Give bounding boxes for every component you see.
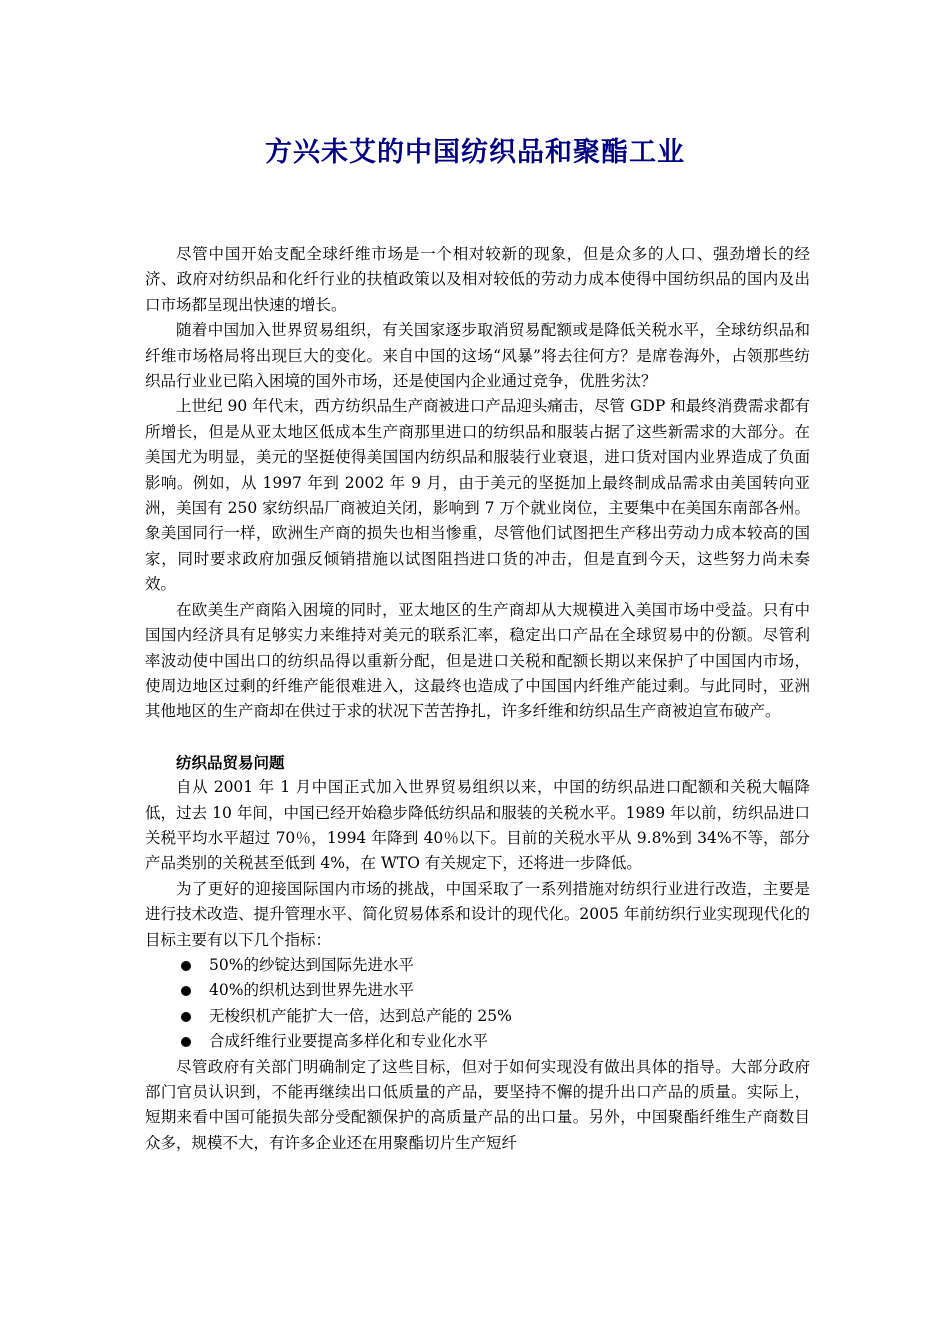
body-paragraph: 在欧美生产商陷入困境的同时，亚太地区的生产商却从大规模进入美国市场中受益。只有中国国内经济具有足够实力来维持对美元的联系汇率，稳定出口产品在全球贸易中的份额。尽管利率波动使中国出口的纺织品得以重新分配，但是进口关税和配额长期以来保护了中国国内市场，使周边地区过剩的纤维产能很难进入，这最终也造成了中国国内纤维产能过剩。与此同时，亚洲其他地区的生产商却在供过于求的状况下苦苦挣扎，许多纤维和纺织品生产商被迫宣布破产。 <box>145 600 810 721</box>
body-paragraph: 尽管中国开始支配全球纤维市场是一个相对较新的现象，但是众多的人口、强劲增长的经济、政府对纺织品和化纤行业的扶植政策以及相对较低的劳动力成本使得中国纺织品的国内及出口市场都呈现出快速的增长。 <box>145 245 810 314</box>
section-heading: 纺织品贸易问题 <box>176 752 285 772</box>
section-spacer <box>145 725 810 750</box>
list-item-text: 无梭织机产能扩大一倍，达到总产能的 25% <box>209 1006 512 1025</box>
body-paragraph: 上世纪 90 年代末，西方纺织品生产商被进口产品迎头痛击，尽管 GDP 和最终消费需求都有所增长，但是从亚太地区低成本生产商那里进口的纺织品和服装占据了这些新需求的大部分。在美国尤为明显，美元的坚挺使得美国国内纺织品和服装行业衰退，进口货对国内业界造成了负面影响。例如，从 1997 年到 2002 年 9 月，由于美元的坚挺加上最终制成品需求由美国转向亚洲，美国有 250 家纺织品厂商被迫关闭，影响到 7 万个就业岗位，主要集中在美国东南部各州。象美国同行一样，欧洲生产商的损失也相当惨重，尽管他们试图把生产移出劳动力成本较高的国家，同时要求政府加强反倾销措施以试图阻挡进口货的冲击，但是直到今天，这些努力尚未奏效。 <box>145 397 810 594</box>
bullet-icon <box>181 1037 191 1047</box>
list-item <box>145 953 810 978</box>
target-list <box>145 953 810 1055</box>
list-item <box>145 1004 810 1029</box>
list-item-text: 50%的纱锭达到国际先进水平 <box>209 955 414 974</box>
list-item-text: 40%的织机达到世界先进水平 <box>209 981 414 1000</box>
bullet-icon <box>181 961 191 971</box>
list-item-text: 合成纤维行业要提高多样化和专业化水平 <box>209 1032 489 1051</box>
document-title: 方兴未艾的中国纺织品和聚酯工业 <box>265 137 685 168</box>
section-paragraph: 为了更好的迎接国际国内市场的挑战，中国采取了一系列措施对纺织行业进行改造，主要是进行技术改造、提升管理水平、简化贸易体系和设计的现代化。2005 年前纺织行业实现现代化的目标主要有以下几个指标： <box>145 879 810 949</box>
list-item <box>145 1029 810 1054</box>
section-paragraph: 自从 2001 年 1 月中国正式加入世界贸易组织以来，中国的纺织品进口配额和关税大幅降低，过去 10 年间，中国已经开始稳步降低纺织品和服装的关税水平。1989 年以前，纺织品进口关税平均水平超过 70％，1994 年降到 40％以下。目前的关税水平从 9.8%到 34%不等，部分产品类别的关税甚至低到 4%，在 WTO 有关规定下，还将进一步降低。 <box>145 778 810 873</box>
body-paragraph: 随着中国加入世界贸易组织，有关国家逐步取消贸易配额或是降低关税水平，全球纺织品和纤维市场格局将出现巨大的变化。来自中国的这场“风暴”将去往何方？是席卷海外，占领那些纺织品行业业已陷入困境的国外市场，还是使国内企业通过竞争，优胜劣汰？ <box>145 321 810 391</box>
section-paragraph: 尽管政府有关部门明确制定了这些目标，但对于如何实现没有做出具体的指导。大部分政府部门官员认识到，不能再继续出口低质量的产品，要坚持不懈的提升出口产品的质量。实际上，短期来看中国可能损失部分受配额保护的高质量产品的出口量。另外，中国聚酯纤维生产商数目众多，规模不大，有许多企业还在用聚酯切片生产短纤 <box>145 1057 810 1152</box>
document-body <box>145 242 810 1156</box>
bullet-icon <box>181 1012 191 1022</box>
bullet-icon <box>181 986 191 996</box>
list-item <box>145 978 810 1003</box>
